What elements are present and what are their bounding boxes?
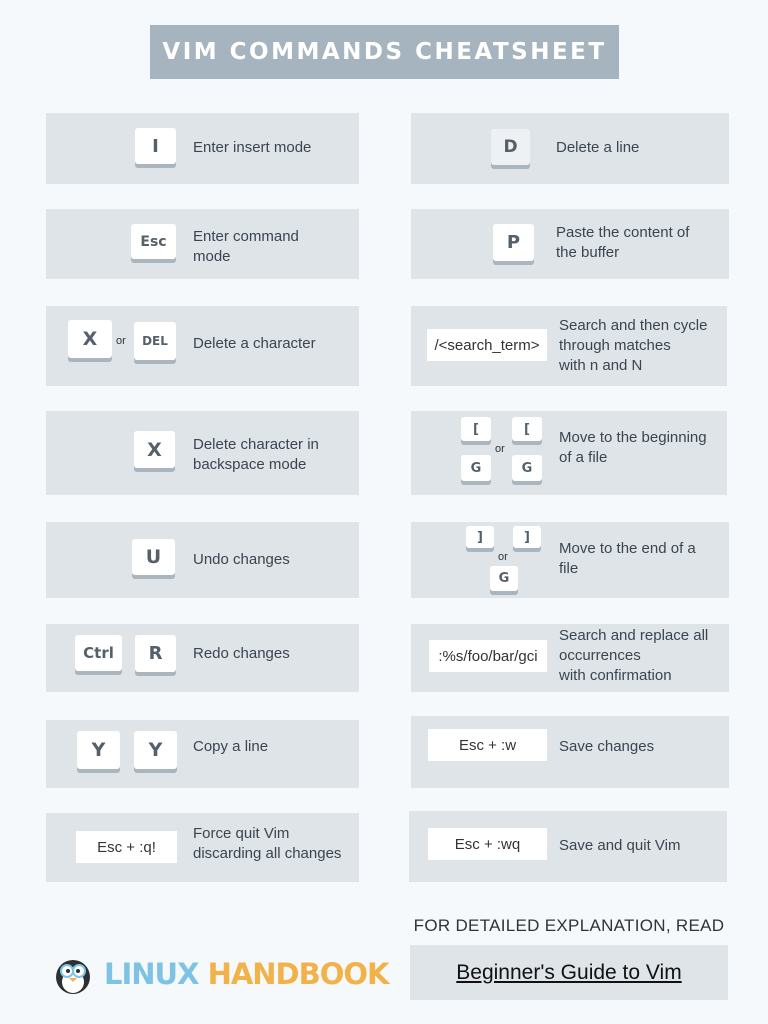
key-p: P: [493, 224, 534, 261]
tux-penguin-icon: [52, 953, 94, 995]
desc-redo: Redo changes: [193, 645, 290, 662]
key-esc: Esc: [131, 224, 176, 259]
cmd-save: Esc + :w: [428, 729, 547, 761]
card-search: [411, 306, 727, 386]
cmd-search: /<search_term>: [427, 329, 547, 361]
key-x: X: [68, 320, 112, 358]
footer-label: FOR DETAILED EXPLANATION, READ: [413, 916, 725, 935]
card-paste: [411, 209, 729, 279]
card-force-quit: [46, 813, 359, 882]
cmd-search-replace: :%s/foo/bar/gci: [429, 640, 547, 672]
desc-command-mode: Enter command mode: [193, 228, 299, 265]
desc-file-begin: Move to the beginning of a file: [559, 429, 707, 466]
card-delete-char: [46, 306, 359, 386]
card-search-replace: [411, 624, 729, 692]
desc-file-end: Move to the end of a file: [559, 540, 696, 577]
or-label: or: [116, 335, 126, 347]
card-save-quit: [409, 811, 727, 882]
key-del: DEL: [134, 322, 176, 360]
cmd-save-quit: Esc + :wq: [428, 828, 547, 860]
desc-undo: Undo changes: [193, 551, 290, 568]
card-copy-line: [46, 720, 359, 788]
key-d: D: [491, 129, 530, 165]
card-save: [411, 716, 729, 788]
desc-insert-mode: Enter insert mode: [193, 139, 312, 156]
desc-search-replace: Search and replace all occurrences with confirmation: [559, 627, 709, 684]
desc-delete-line: Delete a line: [556, 139, 640, 156]
linux-handbook-logo: [52, 952, 389, 996]
key-ctrl: Ctrl: [75, 635, 122, 671]
desc-delete-char: Delete a character: [193, 335, 316, 352]
key-i: I: [135, 128, 176, 164]
card-file-end: [411, 522, 729, 598]
desc-delete-backspace: Delete character in backspace mode: [193, 436, 319, 473]
card-redo: [46, 624, 359, 692]
key-x: X: [134, 431, 175, 468]
or-label: or: [498, 551, 508, 563]
key-g: G: [461, 455, 491, 481]
cmd-force-quit: Esc + :q!: [76, 831, 177, 863]
card-undo: [46, 522, 359, 598]
key-y: Y: [134, 731, 177, 769]
key-bracket-close: ]: [466, 526, 494, 548]
card-command-mode: [46, 209, 359, 279]
beginners-guide-link[interactable]: Beginner's Guide to Vim: [456, 960, 682, 984]
card-delete-backspace: [46, 411, 359, 495]
card-file-begin: [411, 411, 727, 495]
key-g: G: [512, 455, 542, 481]
desc-copy-line: Copy a line: [193, 738, 269, 755]
key-bracket-open: [: [461, 417, 491, 441]
key-r: R: [135, 635, 176, 672]
key-u: U: [132, 539, 175, 575]
footer-link-box: [410, 945, 728, 1000]
key-y: Y: [77, 731, 120, 769]
card-delete-line: [411, 113, 729, 184]
desc-search: Search and then cycle through matches with n and N: [559, 317, 708, 374]
or-label: or: [495, 443, 505, 455]
card-insert-mode: [46, 113, 359, 184]
desc-save-quit: Save and quit Vim: [559, 837, 681, 854]
desc-save: Save changes: [559, 738, 655, 755]
key-bracket-open: [: [512, 417, 542, 441]
page-title: VIM COMMANDS CHEATSHEET: [150, 25, 619, 79]
key-bracket-close: ]: [513, 526, 541, 548]
key-g: G: [490, 566, 518, 591]
desc-paste: Paste the content of the buffer: [556, 224, 690, 261]
desc-force-quit: Force quit Vim discarding all changes: [193, 825, 342, 862]
logo-text: LINUX HANDBOOK: [104, 957, 389, 991]
